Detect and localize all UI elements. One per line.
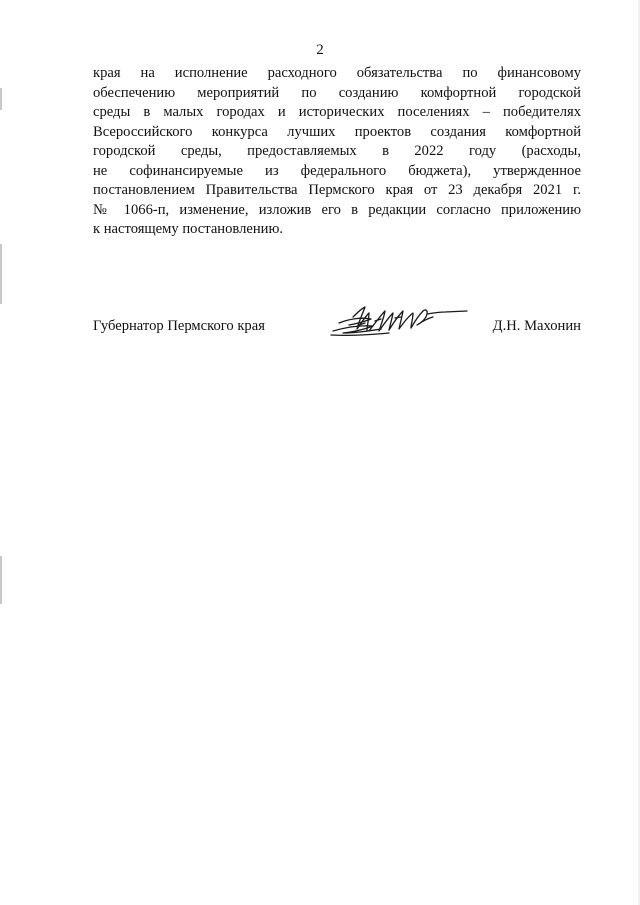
signer-name: Д.Н. Махонин [492, 318, 581, 334]
body-line: Всероссийского конкурса лучших проектов создания комфортной [93, 123, 581, 140]
scan-edge-mark [0, 88, 2, 110]
body-line: среды в малых городах и исторических поселениях – победителях [93, 104, 581, 120]
body-paragraph [93, 64, 581, 240]
body-line: городской среды, предоставляемых в 2022 году (расходы, [93, 143, 581, 159]
body-line: не софинансируемые из федерального бюджета), утвержденное [93, 162, 581, 179]
body-line: к настоящему постановлению. [93, 221, 284, 237]
scan-edge-mark [0, 244, 2, 304]
page-number: 2 [316, 42, 324, 58]
body-line: обеспечению мероприятий по созданию комфортной городской [93, 84, 581, 101]
scan-edge-mark [0, 556, 2, 604]
body-line: № 1066-п, изменение, изложив его в редакции согласно приложению [93, 201, 581, 218]
body-line: постановлением Правительства Пермского края от 23 декабря 2021 г. [93, 182, 581, 198]
body-line: края на исполнение расходного обязательства по финансовому [93, 65, 581, 81]
signer-title: Губернатор Пермского края [93, 318, 265, 334]
handwritten-signature [329, 305, 469, 339]
signature-block [93, 305, 581, 345]
